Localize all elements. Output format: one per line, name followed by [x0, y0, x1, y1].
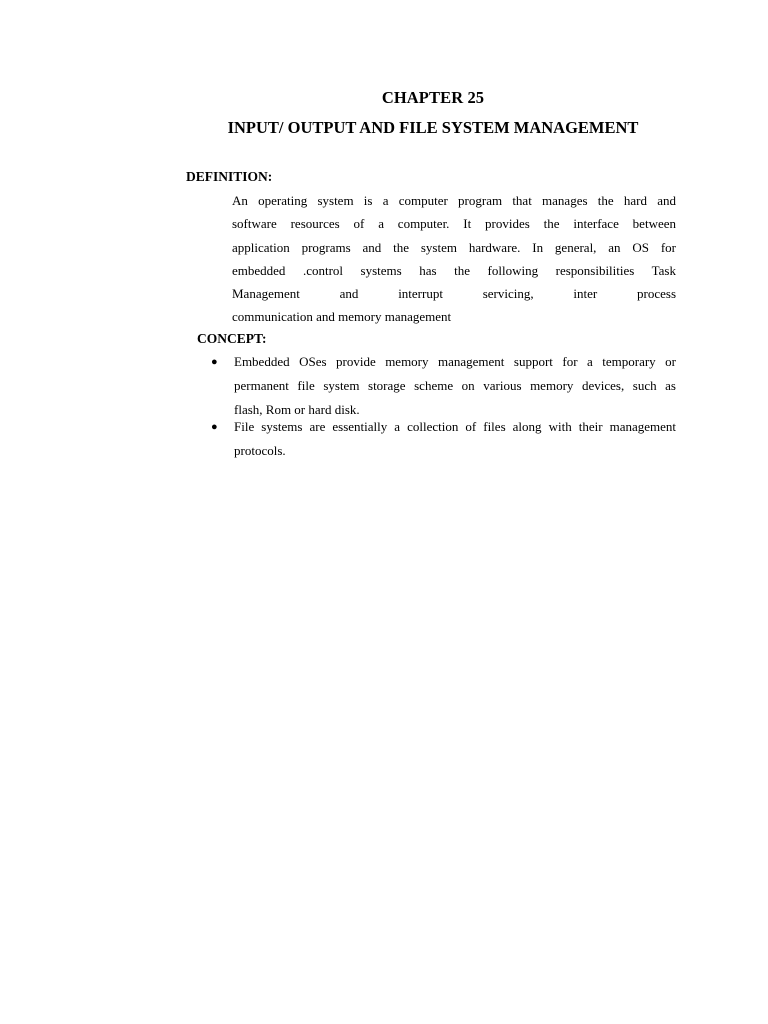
concept-heading: CONCEPT: [197, 331, 267, 346]
bullet-icon: ● [211, 356, 218, 368]
concept-bullet-list [200, 350, 676, 463]
bullet-text [234, 415, 676, 463]
bullet-line: File systems are essentially a collection of files along with their management [234, 418, 676, 434]
bullet-line: permanent file system storage scheme on various memory devices, such as [234, 378, 676, 394]
chapter-title: CHAPTER 25 [381, 88, 485, 107]
bullet-icon: ● [211, 420, 218, 433]
bullet-line: protocols. [234, 442, 286, 458]
definition-heading: DEFINITION: [186, 169, 273, 184]
definition-line: communication and memory management [232, 309, 452, 325]
definition-paragraph [232, 189, 676, 329]
definition-line: application programs and the system hardware. In general, an OS for [232, 239, 676, 255]
bullet-line: flash, Rom or hard disk. [234, 402, 360, 418]
definition-line: software resources of a computer. It provides the interface between [232, 216, 676, 232]
list-item [200, 350, 676, 423]
list-item [200, 415, 676, 463]
chapter-subtitle: INPUT/ OUTPUT AND FILE SYSTEM MANAGEMENT [227, 118, 639, 137]
definition-line: embedded .control systems has the following responsibilities Task [232, 262, 676, 278]
bullet-line: Embedded OSes provide memory management support for a temporary or [234, 354, 676, 369]
definition-line: Management and interrupt servicing, inter process [232, 286, 676, 302]
definition-line: An operating system is a computer program that manages the hard and [232, 193, 676, 208]
bullet-text [234, 350, 676, 423]
